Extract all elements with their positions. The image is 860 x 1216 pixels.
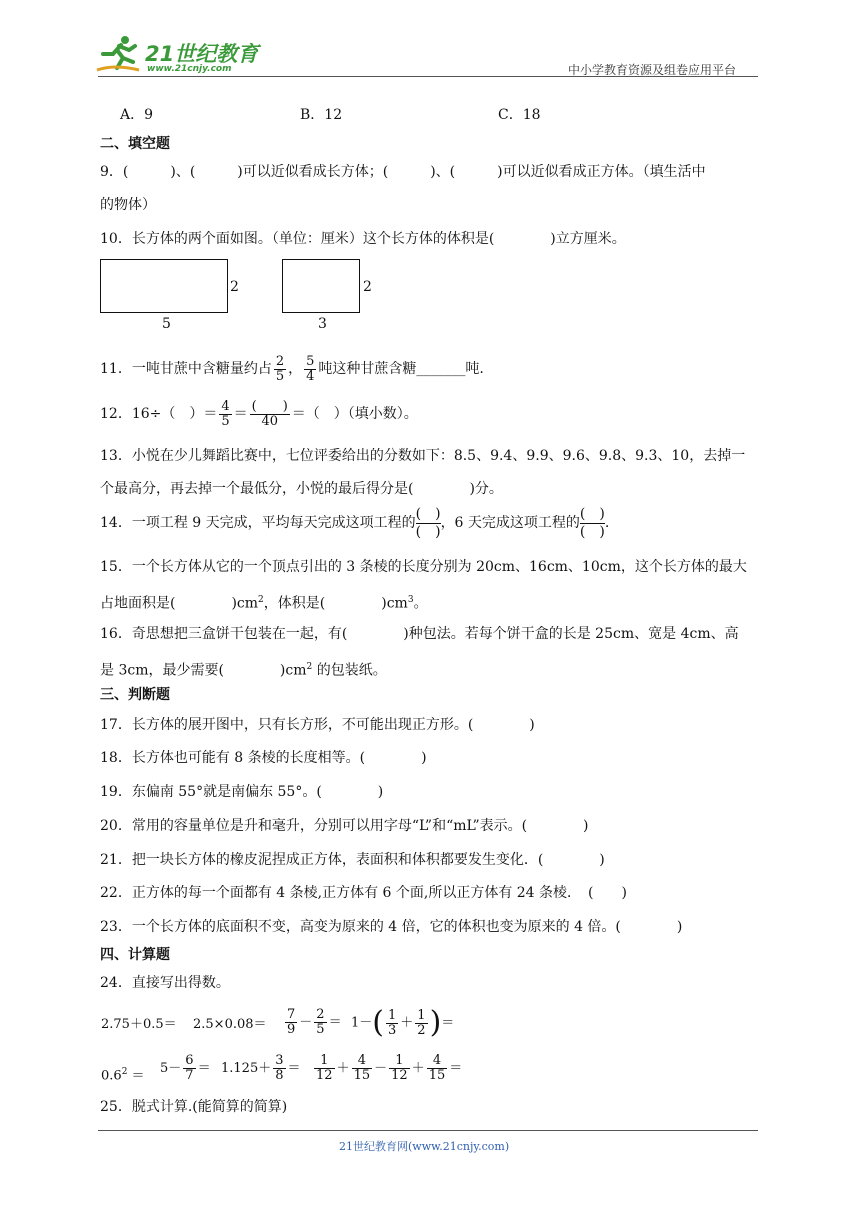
runner-logo-icon	[95, 34, 141, 74]
logo-text: 21世纪教育	[145, 42, 259, 66]
rect1-width-label: 5	[162, 316, 171, 332]
fraction: $\frac{2}{5}$	[275, 353, 285, 384]
question-19: 19．东偏南 55°就是南偏东 55°。( )	[100, 784, 384, 800]
rect2-height-label: 2	[363, 279, 372, 295]
option-a: A．9	[120, 107, 154, 123]
question-22: 22．正方体的每一个面都有 4 条棱,正方体有 6 个面,所以正方体有 24 条棱． ( )	[100, 885, 627, 901]
section-calculation: 四、计算题	[100, 947, 170, 963]
question-16-line1: 16．奇思想把三盒饼干包装在一起，有( )种包法。若每个饼干盒的长是 25cm、宽是 4cm、高	[100, 626, 739, 642]
question-15-line1: 15．一个长方体从它的一个顶点引出的 3 条棱的长度分别为 20cm、16cm、10cm，这个长方体的最大	[100, 559, 747, 575]
expr-8: $\frac{1}{12}$ ＋ $\frac{4}{15}$ － $\frac{1}{12}$ ＋ $\frac{4}{15}$ ＝	[316, 1053, 463, 1083]
question-12: 12．16÷（ ）＝ $\frac{4}{5}$ ＝ $\frac{( )}{40}$ ＝（ ）（填小数）。	[100, 398, 418, 429]
question-10: 10．长方体的两个面如图。（单位：厘米）这个长方体的体积是( )立方厘米。	[100, 231, 626, 247]
fraction: $\frac{4}{5}$	[221, 398, 230, 429]
fraction: $\frac{( )}{40}$	[251, 398, 288, 429]
footer-divider	[98, 1130, 758, 1131]
question-25: 25．脱式计算.(能简算的简算)	[100, 1099, 288, 1115]
option-b: B．12	[300, 107, 343, 123]
rect2-width-label: 3	[318, 316, 327, 332]
question-13-line2: 个最高分，再去掉一个最低分，小悦的最后得分是( )分。	[100, 481, 503, 497]
footer-text: 21世纪教育网(www.21cnjy.com)	[339, 1140, 510, 1153]
question-21: 21．把一块长方体的橡皮泥捏成正方体，表面积和体积都要发生变化．( )	[100, 852, 605, 868]
expr-1: 2.75＋0.5＝	[101, 1017, 177, 1032]
question-20: 20．常用的容量单位是升和毫升，分别可以用字母“L”和“mL”表示。( )	[100, 818, 589, 834]
expr-3: $\frac{7}{9}$ － $\frac{2}{5}$ ＝	[287, 1007, 342, 1037]
question-13-line1: 13．小悦在少儿舞蹈比赛中，七位评委给出的分数如下：8.5、9.4、9.9、9.6、9.8、9.3、10，去掉一	[100, 448, 746, 464]
question-9-line2: 的物体）	[100, 197, 156, 213]
option-c: C．18	[498, 107, 541, 123]
expr-6: 5－ $\frac{6}{7}$ ＝	[160, 1053, 211, 1083]
header-divider	[98, 76, 758, 77]
question-18: 18．长方体也可能有 8 条棱的长度相等。( )	[100, 750, 427, 766]
question-11: 11．一吨甘蔗中含糖量约占 $\frac{2}{5}$ ， $\frac{5}{4}$ 吨这种甘蔗含糖_______吨.	[100, 353, 484, 384]
logo-url: www.21cnjy.com	[147, 64, 232, 74]
question-24-title: 24．直接写出得数。	[100, 975, 230, 991]
expr-5: $0.6^2$ ＝	[101, 1067, 145, 1084]
question-15-line2: 占地面积是( )$cm^2$，体积是( )$cm^3$。	[100, 595, 428, 612]
question-9-line1: 9．( )、( )可以近似看成长方体；( )、( )可以近似看成正方体。（填生活中	[100, 164, 706, 180]
rectangle-face-2	[282, 259, 360, 313]
header-logo	[95, 34, 265, 76]
section-fill-blank: 二、填空题	[100, 136, 170, 152]
fraction: ( ) ( )	[579, 505, 605, 540]
fraction: $\frac{5}{4}$	[306, 353, 315, 384]
expr-4: 1－( $\frac{1}{3}$ ＋ $\frac{1}{2}$ )＝	[351, 1005, 455, 1040]
expr-7: 1.125＋ $\frac{3}{8}$ ＝	[221, 1053, 301, 1083]
question-14: 14．一项工程 9 天完成，平均每天完成这项工程的 ( ) ( ) ，6 天完成这项工程的 ( ) ( ) .	[100, 505, 610, 540]
header-right-text: 中小学教育资源及组卷应用平台	[568, 63, 737, 77]
fraction: ( ) ( )	[415, 505, 441, 540]
section-judgment: 三、判断题	[100, 687, 170, 703]
rect1-height-label: 2	[230, 279, 239, 295]
question-23: 23．一个长方体的底面积不变，高变为原来的 4 倍，它的体积也变为原来的 4 倍。( )	[100, 919, 683, 935]
question-16-line2: 是 3cm，最少需要( )$cm^2$ 的包装纸。	[100, 662, 387, 679]
rectangle-face-1	[100, 259, 228, 313]
expr-2: 2.5×0.08＝	[193, 1017, 267, 1032]
question-17: 17．长方体的展开图中，只有长方形，不可能出现正方形。( )	[100, 717, 535, 733]
